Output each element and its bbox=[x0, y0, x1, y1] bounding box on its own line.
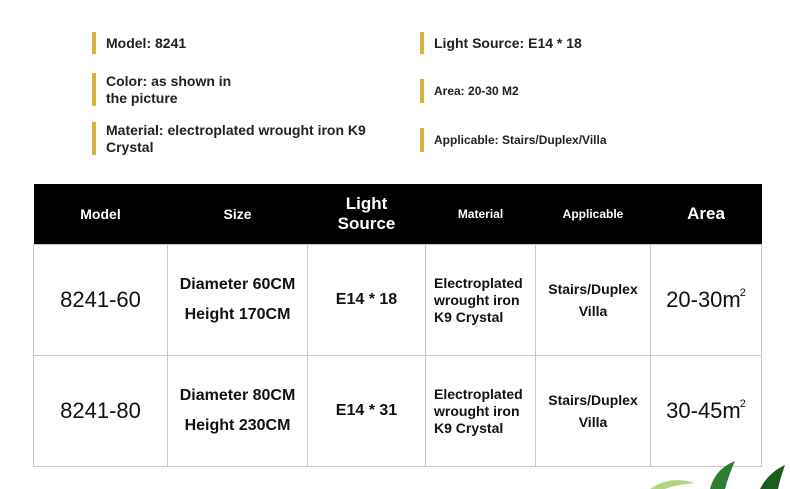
spec-light-source bbox=[420, 32, 582, 54]
cell-material bbox=[426, 245, 536, 356]
spec-color bbox=[92, 73, 231, 107]
header-material: Material bbox=[426, 184, 536, 245]
cell-applicable bbox=[536, 356, 651, 467]
cell-material-line3: K9 Crystal bbox=[434, 419, 504, 436]
header-applicable: Applicable bbox=[536, 184, 651, 245]
spec-light-source-text: Light Source: E14 * 18 bbox=[434, 35, 582, 51]
cell-area-sup: 2 bbox=[739, 287, 746, 299]
spec-applicable-text: Applicable: Stairs/Duplex/Villa bbox=[434, 133, 607, 147]
cell-applicable-line2: Villa bbox=[578, 414, 608, 430]
cell-size bbox=[168, 356, 308, 467]
spec-table bbox=[33, 184, 762, 467]
header-light-line1: Light bbox=[345, 194, 388, 213]
spec-material-line1: Material: electroplated wrought iron K9 bbox=[106, 122, 366, 138]
cell-light-source: E14 * 18 bbox=[308, 245, 426, 356]
cell-size bbox=[168, 245, 308, 356]
header-area: Area bbox=[651, 184, 762, 245]
accent-bar bbox=[92, 122, 96, 155]
spec-model-text: Model: 8241 bbox=[106, 35, 187, 51]
cell-material-line3: K9 Crystal bbox=[434, 308, 504, 325]
cell-applicable-line1: Stairs/Duplex bbox=[548, 281, 638, 297]
table-row bbox=[34, 356, 762, 467]
cell-diameter: Diameter 80CM bbox=[179, 387, 296, 404]
header-size: Size bbox=[168, 184, 308, 245]
spec-material-line2: Crystal bbox=[106, 139, 154, 155]
spec-material-text bbox=[106, 122, 366, 156]
cell-area-value: 30-45m bbox=[666, 398, 741, 423]
table-header-row bbox=[34, 184, 762, 245]
spec-color-text bbox=[106, 73, 231, 107]
cell-applicable-line2: Villa bbox=[578, 303, 608, 319]
accent-bar bbox=[420, 32, 424, 54]
spec-area-text: Area: 20-30 M2 bbox=[434, 84, 519, 98]
cell-model: 8241-60 bbox=[34, 245, 168, 356]
spec-model bbox=[92, 32, 186, 54]
header-light-source bbox=[308, 184, 426, 245]
table-row bbox=[34, 245, 762, 356]
cell-height: Height 170CM bbox=[184, 306, 291, 323]
cell-diameter: Diameter 60CM bbox=[179, 276, 296, 293]
accent-bar bbox=[420, 128, 424, 152]
cell-material-line2: wrought iron bbox=[434, 291, 520, 308]
cell-model: 8241-80 bbox=[34, 356, 168, 467]
cell-material-line1: Electroplated bbox=[434, 385, 523, 402]
cell-height: Height 230CM bbox=[184, 417, 291, 434]
cell-material-line1: Electroplated bbox=[434, 274, 523, 291]
spec-color-line1: Color: as shown in bbox=[106, 73, 232, 89]
spec-material bbox=[92, 122, 366, 156]
cell-area-value: 20-30m bbox=[666, 287, 741, 312]
cell-area bbox=[651, 356, 762, 467]
spec-area bbox=[420, 79, 519, 103]
cell-area bbox=[651, 245, 762, 356]
cell-applicable-line1: Stairs/Duplex bbox=[548, 392, 638, 408]
cell-material-line2: wrought iron bbox=[434, 402, 520, 419]
spec-color-line2: the picture bbox=[106, 90, 178, 106]
cell-applicable bbox=[536, 245, 651, 356]
accent-bar bbox=[92, 32, 96, 54]
spec-applicable bbox=[420, 128, 607, 152]
accent-bar bbox=[92, 73, 96, 106]
header-model: Model bbox=[34, 184, 168, 245]
accent-bar bbox=[420, 79, 424, 103]
cell-material bbox=[426, 356, 536, 467]
cell-area-sup: 2 bbox=[739, 398, 746, 410]
cell-light-source: E14 * 31 bbox=[308, 356, 426, 467]
leaf-decoration bbox=[640, 455, 790, 489]
header-light-line2: Source bbox=[337, 214, 396, 233]
